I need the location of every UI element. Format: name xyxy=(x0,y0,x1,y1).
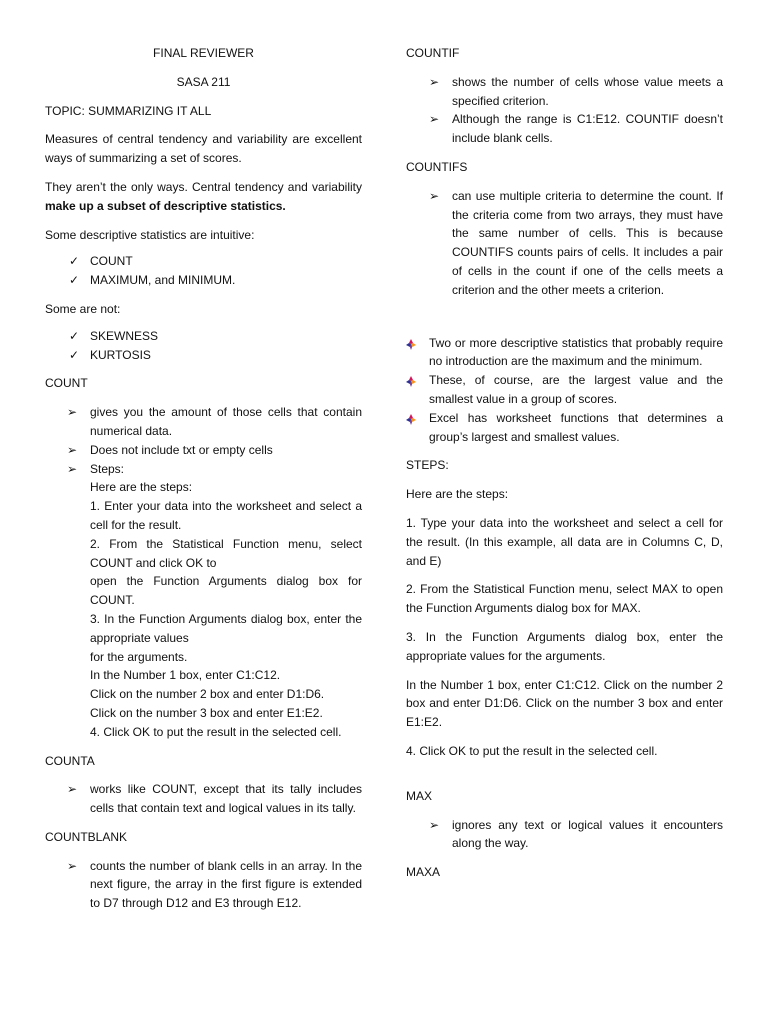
intro-paragraph-2 xyxy=(45,178,362,216)
course-code: SASA 211 xyxy=(176,74,231,89)
count-step: 2. From the Statistical Function menu, select COUNT and click OK to xyxy=(90,536,362,570)
count-list xyxy=(45,403,362,741)
intuitive-intro: Some descriptive statistics are intuitive: xyxy=(45,227,255,242)
arrow-bullet-icon: ➢ xyxy=(429,112,440,127)
intro-paragraph-1: Measures of central tendency and variability are excellent ways of summarizing a set of scores. xyxy=(45,132,362,166)
check-icon: ✓ xyxy=(69,273,80,288)
list-item-text: Two or more descriptive statistics that probably require no introduction are the maximum and the minimum. xyxy=(429,335,723,369)
list-item xyxy=(406,334,723,372)
list-item xyxy=(406,816,723,854)
list-item xyxy=(45,857,362,913)
list-item xyxy=(45,441,362,460)
left-column xyxy=(45,44,362,923)
step-1: 1. Type your data into the worksheet and select a cell for the result. (In this example, all data are in Columns C, D, and E) xyxy=(406,515,723,568)
list-item xyxy=(406,371,723,409)
not-intuitive-intro: Some are not: xyxy=(45,301,121,316)
list-item xyxy=(406,187,723,300)
counta-heading: COUNTA xyxy=(45,753,95,768)
document-title: FINAL REVIEWER xyxy=(153,46,254,60)
steps-heading: STEPS: xyxy=(406,458,449,473)
arrow-bullet-icon: ➢ xyxy=(429,74,440,89)
not-intuitive-list xyxy=(45,327,362,365)
countif-list xyxy=(406,73,723,148)
list-item-label: SKEWNESS xyxy=(90,328,159,343)
list-item-text: Excel has worksheet functions that determines a group’s largest and smallest values. xyxy=(429,410,723,444)
count-step: Here are the steps: xyxy=(90,480,193,495)
list-item xyxy=(45,252,362,271)
arrow-bullet-icon: ➢ xyxy=(67,782,78,797)
spacer xyxy=(406,310,723,334)
maxa-heading: MAXA xyxy=(406,865,441,880)
countif-heading: COUNTIF xyxy=(406,46,460,60)
list-item-text: gives you the amount of those cells that contain numerical data. xyxy=(90,405,362,438)
count-step: for the arguments. xyxy=(90,649,188,664)
countifs-heading: COUNTIFS xyxy=(406,159,468,174)
list-item-text: Steps: xyxy=(90,461,125,476)
step-2: 2. From the Statistical Function menu, select MAX to open the Function Arguments dialog box for MAX. xyxy=(406,582,723,616)
diamond-bullet-icon xyxy=(406,412,416,431)
check-icon: ✓ xyxy=(69,254,80,269)
list-item xyxy=(406,110,723,148)
countifs-list xyxy=(406,187,723,300)
step-3: 3. In the Function Arguments dialog box, enter the appropriate values for the arguments. xyxy=(406,629,723,663)
check-icon: ✓ xyxy=(69,328,80,343)
list-item-text: Does not include txt or empty cells xyxy=(90,442,273,457)
right-column xyxy=(406,44,723,892)
list-item xyxy=(406,73,723,111)
steps-intro: Here are the steps: xyxy=(406,487,509,502)
diamond-bullet-icon xyxy=(406,337,416,356)
arrow-bullet-icon: ➢ xyxy=(429,188,440,203)
count-step: Click on the number 3 box and enter E1:E2. xyxy=(90,705,323,720)
list-item-text: can use multiple criteria to determine the count. If the criteria come from two arrays, they must have the same number of cells. This is because COUNTIFS counts pairs of cells. It includes a pair of cells in the count if one of the cells meets a criterion and the other meets a criterion. xyxy=(452,188,723,297)
list-item-text: These, of course, are the largest value and the smallest value in a group of scores. xyxy=(429,373,723,406)
countblank-list xyxy=(45,857,362,913)
arrow-bullet-icon: ➢ xyxy=(429,817,440,832)
count-step: In the Number 1 box, enter C1:C12. xyxy=(90,668,281,683)
check-icon: ✓ xyxy=(69,347,80,362)
count-heading: COUNT xyxy=(45,376,88,391)
intro-paragraph-2-part-b: make up a subset of descriptive statistics. xyxy=(45,198,286,213)
intuitive-list xyxy=(45,252,362,290)
list-item-text: counts the number of blank cells in an array. In the next figure, the array in the first figure is extended to D7 through D12 and E3 through E12. xyxy=(90,858,362,911)
list-item-label: MAXIMUM, and MINIMUM. xyxy=(90,273,236,288)
step-4: 4. Click OK to put the result in the selected cell. xyxy=(406,743,658,758)
arrow-bullet-icon: ➢ xyxy=(67,405,78,420)
max-list xyxy=(406,816,723,854)
list-item xyxy=(45,403,362,441)
summary-bullets xyxy=(406,334,723,447)
diamond-bullet-icon xyxy=(406,374,416,393)
list-item-text: ignores any text or logical values it encounters along the way. xyxy=(452,817,723,851)
count-step: Click on the number 2 box and enter D1:D6. xyxy=(90,687,325,702)
intro-paragraph-2-part-a: They aren’t the only ways. Central tendency and variability xyxy=(45,179,362,194)
counta-list xyxy=(45,780,362,818)
list-item xyxy=(45,460,362,742)
count-step: 1. Enter your data into the worksheet and select a cell for the result. xyxy=(90,499,362,532)
list-item xyxy=(45,271,362,290)
list-item-label: KURTOSIS xyxy=(90,347,151,362)
arrow-bullet-icon: ➢ xyxy=(67,461,78,476)
topic-heading: TOPIC: SUMMARIZING IT ALL xyxy=(45,103,212,118)
count-step: 4. Click OK to put the result in the selected cell. xyxy=(90,724,342,739)
count-step: 3. In the Function Arguments dialog box, enter the appropriate values xyxy=(90,611,362,645)
list-item-label: COUNT xyxy=(90,254,133,269)
count-step: open the Function Arguments dialog box for COUNT. xyxy=(90,574,362,608)
arrow-bullet-icon: ➢ xyxy=(67,858,78,873)
arrow-bullet-icon: ➢ xyxy=(67,442,78,457)
list-item-text: shows the number of cells whose value meets a specified criterion. xyxy=(452,74,723,108)
list-item-text: works like COUNT, except that its tally includes cells that contain text and logical values in its tally. xyxy=(90,782,362,816)
list-item xyxy=(45,780,362,818)
list-item-text: Although the range is C1:E12. COUNTIF doesn’t include blank cells. xyxy=(452,112,723,146)
max-heading: MAX xyxy=(406,788,433,803)
list-item xyxy=(406,409,723,447)
step-3-detail: In the Number 1 box, enter C1:C12. Click on the number 2 box and enter D1:D6. Click on the number 3 box and enter E1:E2. xyxy=(406,677,723,730)
countblank-heading: COUNTBLANK xyxy=(45,829,128,844)
list-item xyxy=(45,346,362,365)
list-item xyxy=(45,327,362,346)
